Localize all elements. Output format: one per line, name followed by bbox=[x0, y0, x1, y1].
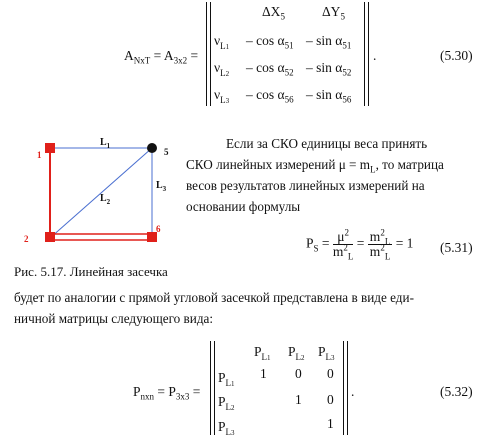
point-5-label: 5 bbox=[164, 147, 169, 157]
eq530-row3-c2: – $\sin \alpha_{56}$ bbox=[306, 87, 352, 105]
para1-line3: весов результатов линейных измерений на bbox=[186, 178, 425, 193]
eq532-number: (5.32) bbox=[440, 384, 473, 399]
eq532-cell-1-1: 1 bbox=[260, 366, 267, 381]
L1-label: $L_1$ bbox=[100, 137, 111, 150]
point-1-label: 1 bbox=[37, 150, 42, 160]
para2-line1: будет по аналогии с прямой угловой засечкой представлена в виде еди- bbox=[14, 290, 414, 305]
eq532-head-3: $P_{L3}$ bbox=[318, 344, 335, 362]
matrix-right-bar bbox=[343, 341, 348, 435]
eq532-row2-label: $P_{L2}$ bbox=[218, 394, 235, 412]
eq532-head-1: $P_{L1}$ bbox=[254, 344, 271, 362]
para1-line4: основании формулы bbox=[186, 199, 301, 214]
point-5-marker bbox=[147, 143, 157, 153]
eq532-tail: . bbox=[351, 384, 355, 399]
eq531-number: (5.31) bbox=[440, 240, 473, 255]
matrix-left-bar bbox=[206, 2, 211, 106]
point-1-marker bbox=[45, 143, 55, 153]
eq532-cell-1-3: 0 bbox=[327, 366, 334, 381]
eq532-cell-1-2: 0 bbox=[295, 366, 302, 381]
eq532-cell-2-2: 1 bbox=[295, 392, 302, 407]
point-2-label: 2 bbox=[24, 234, 29, 244]
eq530-col2-head: $\Delta Y_5$ bbox=[322, 4, 345, 22]
eq532-row1-label: $P_{L1}$ bbox=[218, 370, 235, 388]
eq532-cell-3-3: 1 bbox=[327, 416, 334, 431]
eq530-row3-nu: $\nu_{L3}$ bbox=[214, 87, 230, 105]
eq530-row1-nu: $\nu_{L1}$ bbox=[214, 33, 230, 51]
eq530-tail: . bbox=[373, 48, 377, 63]
figure-caption: Рис. 5.17. Линейная засечка bbox=[14, 264, 168, 279]
eq532-lhs: $P_{nxn} = P_{3x3}$ = bbox=[133, 384, 201, 402]
eq530-row3-c1: – $\cos \alpha_{56}$ bbox=[246, 87, 294, 105]
para1-line1: Если за СКО единицы веса принять bbox=[226, 136, 428, 151]
eq532-cell-2-3: 0 bbox=[327, 392, 334, 407]
point-2-marker bbox=[45, 232, 55, 242]
eq530-number: (5.30) bbox=[440, 48, 473, 63]
eq530-row1-c1: – $\cos \alpha_{51}$ bbox=[246, 33, 294, 51]
matrix-left-bar bbox=[210, 341, 215, 435]
L3-label: $L_3$ bbox=[156, 180, 167, 193]
eq531-expression: $P_S$ = $\frac{\mu^2}{m^2_L}$ = $\frac{m^2_L}{m^2_L}$ = 1 bbox=[306, 227, 414, 262]
base-line-2-6 bbox=[50, 234, 152, 240]
eq530-col1-head: $\Delta X_5$ bbox=[262, 4, 285, 22]
eq530-row2-nu: $\nu_{L2}$ bbox=[214, 60, 230, 78]
eq532-row3-label: $P_{L3}$ bbox=[218, 419, 235, 437]
eq530-lhs: $A_{NxT} = A_{3x2}$ = bbox=[124, 48, 199, 66]
para2-line2: ничной матрицы следующего вида: bbox=[14, 311, 214, 326]
eq530-row2-c1: – $\cos \alpha_{52}$ bbox=[246, 60, 294, 78]
eq530-row1-c2: – $\sin \alpha_{51}$ bbox=[306, 33, 352, 51]
matrix-right-bar bbox=[364, 2, 369, 106]
eq532-head-2: $P_{L2}$ bbox=[288, 344, 305, 362]
eq530-row2-c2: – $\sin \alpha_{52}$ bbox=[306, 60, 352, 78]
L2-label: $L_2$ bbox=[100, 193, 111, 206]
para1-line2: СКО линейных измерений $\mu = m_L$, то матрица bbox=[186, 157, 444, 175]
point-6-label: 6 bbox=[156, 224, 161, 234]
